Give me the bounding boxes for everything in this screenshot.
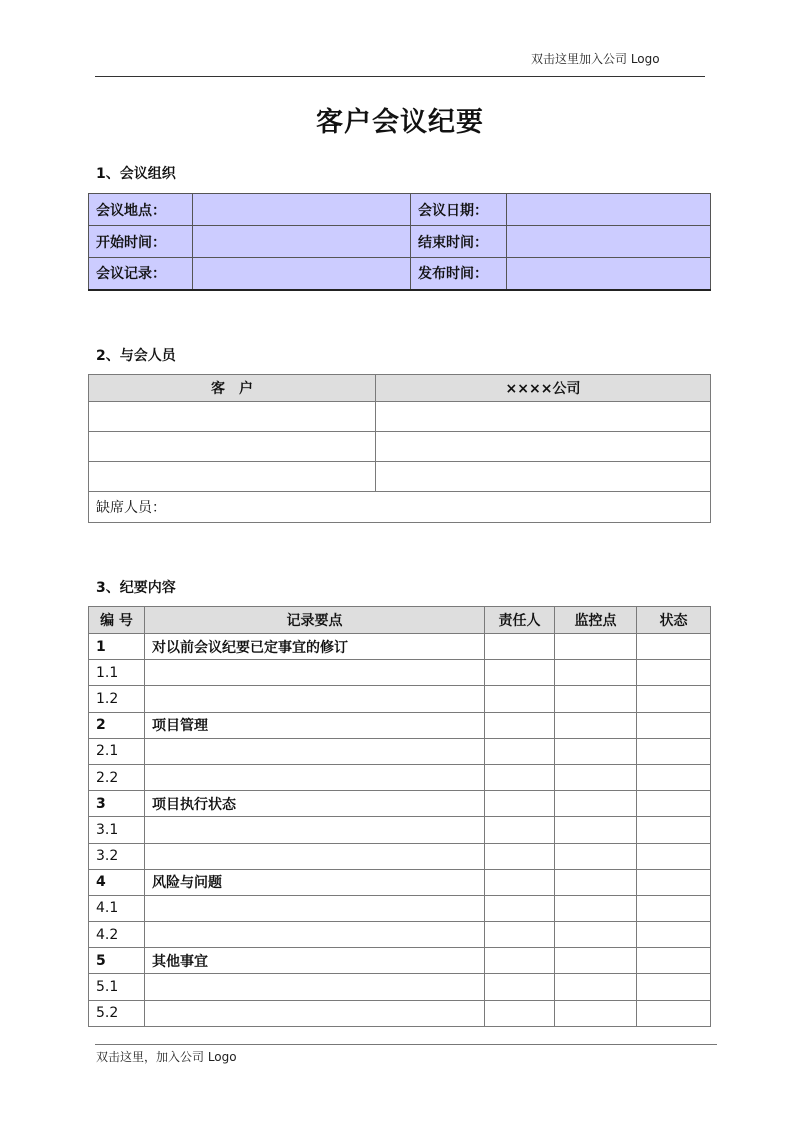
footer-logo-placeholder[interactable]: 双击这里，加入公司 Logo: [96, 1050, 237, 1064]
row-status-cell[interactable]: [637, 974, 711, 1000]
row-point-cell[interactable]: 项目管理: [145, 712, 485, 738]
row-point-cell[interactable]: 对以前会议纪要已定事宜的修订: [145, 634, 485, 660]
table-row: [89, 712, 711, 738]
row-point-cell[interactable]: [145, 817, 485, 843]
attendees-col-client: 客 户: [89, 375, 376, 402]
document-title: 客户会议纪要: [316, 107, 484, 138]
row-number-cell[interactable]: 1: [89, 634, 145, 660]
row-point-cell[interactable]: [145, 1000, 485, 1026]
row-owner-cell[interactable]: [485, 738, 555, 764]
row-checkpoint-cell[interactable]: [555, 948, 637, 974]
minutes-col-number: 编 号: [89, 607, 145, 634]
row-number-cell[interactable]: 4: [89, 869, 145, 895]
row-point-cell[interactable]: [145, 764, 485, 790]
row-owner-cell[interactable]: [485, 712, 555, 738]
date-value-cell[interactable]: [507, 194, 711, 226]
table-row: [89, 634, 711, 660]
table-row: [89, 869, 711, 895]
row-owner-cell[interactable]: [485, 869, 555, 895]
row-point-cell[interactable]: [145, 922, 485, 948]
client-attendee-cell[interactable]: [89, 402, 376, 432]
row-owner-cell[interactable]: [485, 974, 555, 1000]
end-time-label: 结束时间：: [411, 226, 507, 258]
publish-time-value-cell[interactable]: [507, 258, 711, 290]
table-row: [89, 791, 711, 817]
row-number-cell[interactable]: 2.1: [89, 738, 145, 764]
recorder-value-cell[interactable]: [193, 258, 411, 290]
table-row: [89, 764, 711, 790]
row-owner-cell[interactable]: [485, 791, 555, 817]
row-owner-cell[interactable]: [485, 922, 555, 948]
row-owner-cell[interactable]: [485, 1000, 555, 1026]
row-point-cell[interactable]: 风险与问题: [145, 869, 485, 895]
section-heading-attendees: 2、与会人员: [96, 348, 176, 364]
row-status-cell[interactable]: [637, 712, 711, 738]
header-divider: [95, 76, 705, 77]
row-point-cell[interactable]: [145, 738, 485, 764]
location-value-cell[interactable]: [193, 194, 411, 226]
row-checkpoint-cell[interactable]: [555, 895, 637, 921]
row-status-cell[interactable]: [637, 948, 711, 974]
row-number-cell[interactable]: 3.1: [89, 817, 145, 843]
minutes-col-owner: 责任人: [485, 607, 555, 634]
row-checkpoint-cell[interactable]: [555, 843, 637, 869]
minutes-col-status: 状态: [637, 607, 711, 634]
row-status-cell[interactable]: [637, 738, 711, 764]
client-attendee-cell[interactable]: [89, 462, 376, 492]
publish-time-label: 发布时间：: [411, 258, 507, 290]
absent-members-cell[interactable]: 缺席人员：: [89, 492, 711, 523]
table-row: [89, 817, 711, 843]
row-owner-cell[interactable]: [485, 843, 555, 869]
company-attendee-cell[interactable]: [376, 432, 711, 462]
row-status-cell[interactable]: [637, 895, 711, 921]
row-point-cell[interactable]: [145, 686, 485, 712]
row-owner-cell[interactable]: [485, 660, 555, 686]
section-heading-org: 1、会议组织: [96, 166, 176, 182]
row-checkpoint-cell[interactable]: [555, 634, 637, 660]
row-checkpoint-cell[interactable]: [555, 922, 637, 948]
row-number-cell[interactable]: 1.1: [89, 660, 145, 686]
row-status-cell[interactable]: [637, 791, 711, 817]
row-status-cell[interactable]: [637, 686, 711, 712]
row-status-cell[interactable]: [637, 1000, 711, 1026]
attendees-table: [88, 374, 711, 523]
footer-divider: [95, 1044, 717, 1045]
row-checkpoint-cell[interactable]: [555, 660, 637, 686]
row-number-cell[interactable]: 4.2: [89, 922, 145, 948]
row-owner-cell[interactable]: [485, 634, 555, 660]
row-number-cell[interactable]: 4.1: [89, 895, 145, 921]
company-attendee-cell[interactable]: [376, 402, 711, 432]
row-point-cell[interactable]: [145, 660, 485, 686]
row-checkpoint-cell[interactable]: [555, 712, 637, 738]
row-status-cell[interactable]: [637, 817, 711, 843]
section-heading-minutes: 3、纪要内容: [96, 580, 176, 596]
table-row: [89, 660, 711, 686]
table-row: [89, 738, 711, 764]
row-point-cell[interactable]: 其他事宜: [145, 948, 485, 974]
minutes-body: [89, 634, 711, 1027]
start-time-value-cell[interactable]: [193, 226, 411, 258]
row-status-cell[interactable]: [637, 869, 711, 895]
end-time-value-cell[interactable]: [507, 226, 711, 258]
row-checkpoint-cell[interactable]: [555, 764, 637, 790]
row-number-cell[interactable]: 3.2: [89, 843, 145, 869]
date-label: 会议日期：: [411, 194, 507, 226]
row-checkpoint-cell[interactable]: [555, 791, 637, 817]
table-row: [89, 922, 711, 948]
row-number-cell[interactable]: 1.2: [89, 686, 145, 712]
row-checkpoint-cell[interactable]: [555, 817, 637, 843]
attendees-col-company: ××××公司: [376, 375, 711, 402]
row-owner-cell[interactable]: [485, 895, 555, 921]
recorder-label: 会议记录：: [89, 258, 193, 290]
row-number-cell[interactable]: 2.2: [89, 764, 145, 790]
row-checkpoint-cell[interactable]: [555, 869, 637, 895]
table-row: [89, 686, 711, 712]
row-checkpoint-cell[interactable]: [555, 738, 637, 764]
row-checkpoint-cell[interactable]: [555, 1000, 637, 1026]
row-point-cell[interactable]: [145, 974, 485, 1000]
minutes-table: [88, 606, 711, 1027]
client-attendee-cell[interactable]: [89, 432, 376, 462]
row-point-cell[interactable]: 项目执行状态: [145, 791, 485, 817]
row-status-cell[interactable]: [637, 922, 711, 948]
row-status-cell[interactable]: [637, 660, 711, 686]
row-checkpoint-cell[interactable]: [555, 974, 637, 1000]
row-checkpoint-cell[interactable]: [555, 686, 637, 712]
meeting-org-table: [88, 193, 711, 291]
table-row: [89, 948, 711, 974]
row-number-cell[interactable]: 2: [89, 712, 145, 738]
company-attendee-cell[interactable]: [376, 462, 711, 492]
row-point-cell[interactable]: [145, 843, 485, 869]
table-row: [89, 895, 711, 921]
row-number-cell[interactable]: 3: [89, 791, 145, 817]
row-owner-cell[interactable]: [485, 817, 555, 843]
location-label: 会议地点：: [89, 194, 193, 226]
start-time-label: 开始时间：: [89, 226, 193, 258]
row-number-cell[interactable]: 5.2: [89, 1000, 145, 1026]
row-number-cell[interactable]: 5: [89, 948, 145, 974]
row-status-cell[interactable]: [637, 843, 711, 869]
minutes-col-points: 记录要点: [145, 607, 485, 634]
table-row: [89, 843, 711, 869]
row-status-cell[interactable]: [637, 764, 711, 790]
table-row: [89, 1000, 711, 1026]
row-status-cell[interactable]: [637, 634, 711, 660]
row-owner-cell[interactable]: [485, 686, 555, 712]
row-number-cell[interactable]: 5.1: [89, 974, 145, 1000]
table-row: [89, 974, 711, 1000]
row-point-cell[interactable]: [145, 895, 485, 921]
row-owner-cell[interactable]: [485, 948, 555, 974]
header-logo-placeholder[interactable]: 双击这里加入公司 Logo: [531, 52, 660, 66]
row-owner-cell[interactable]: [485, 764, 555, 790]
minutes-col-checkpoint: 监控点: [555, 607, 637, 634]
